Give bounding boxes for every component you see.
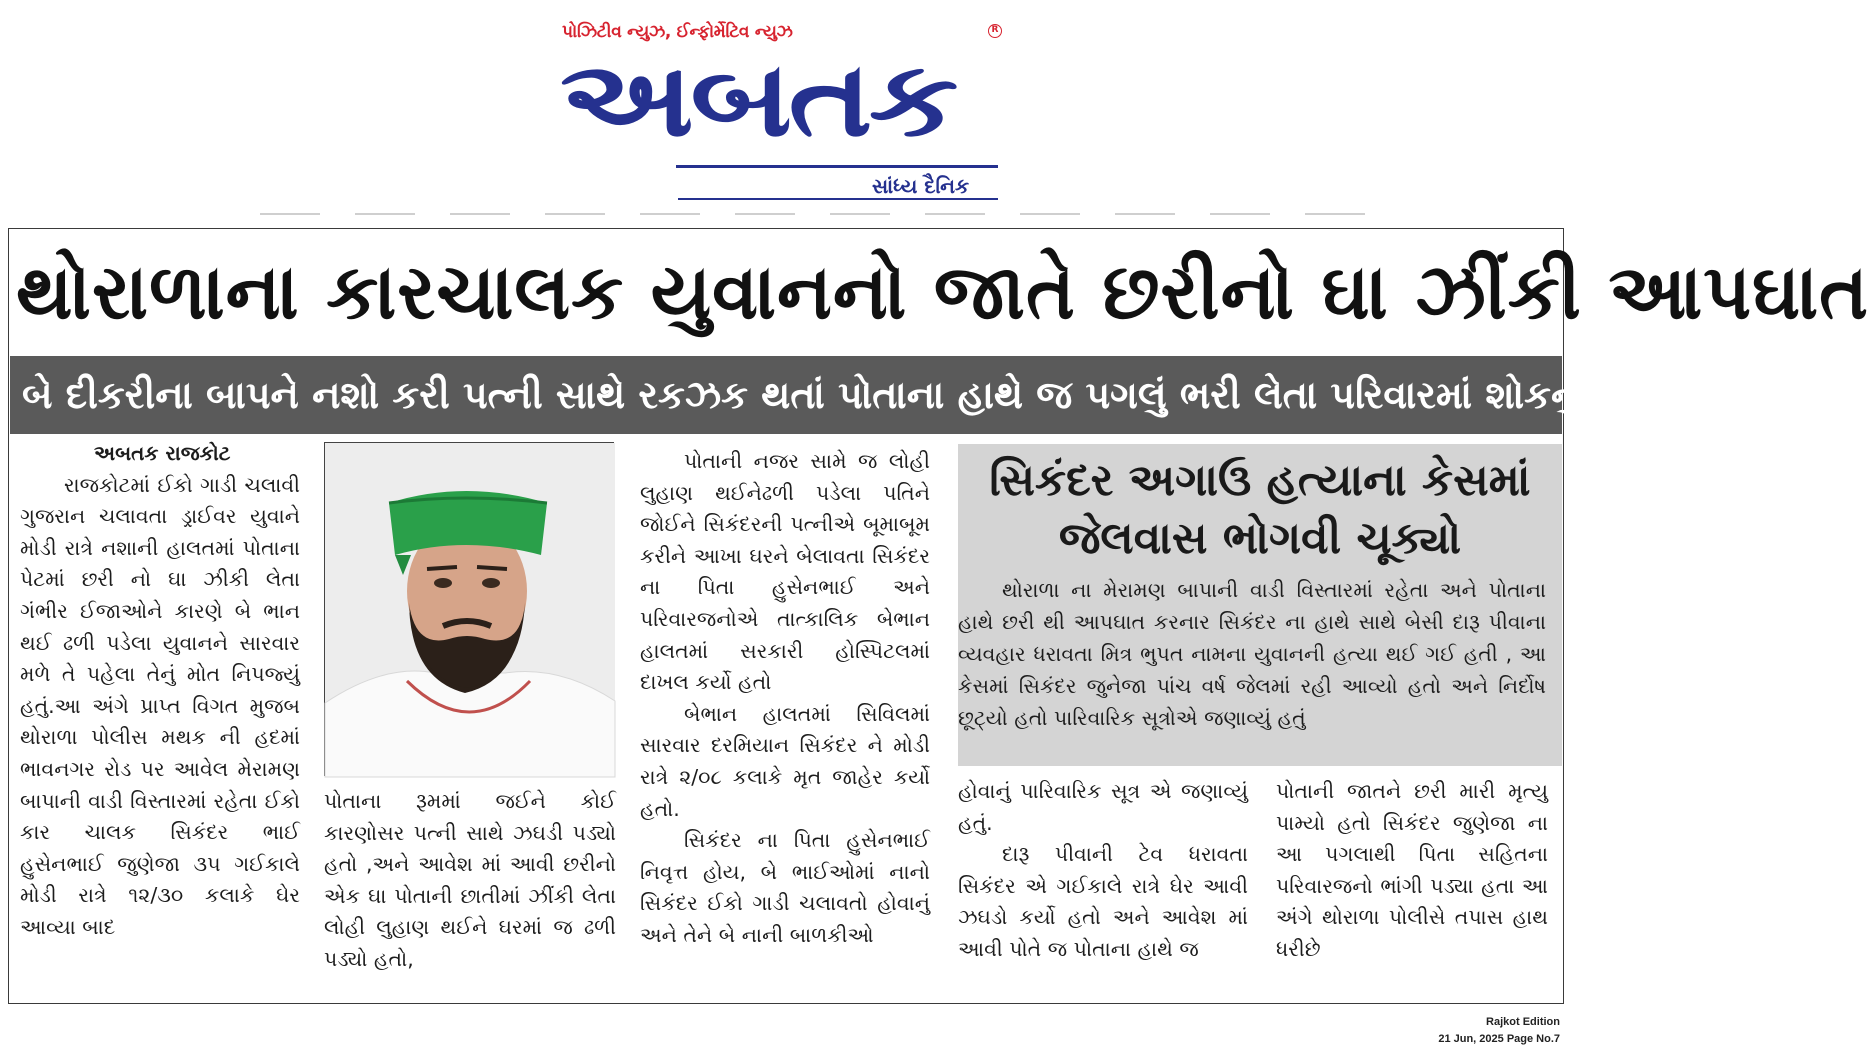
article-column-6	[1276, 776, 1548, 966]
article-deck: બે દીકરીના બાપને નશો કરી પત્ની સાથે રકઝક થતાં પોતાના હાથે જ પગલું ભરી લેતા પરિવારમાં શોકનું મોજુ ફેલાયું	[10, 356, 1562, 434]
sidebar-title-line-1: સિકંદર અગાઉ હત્યાના કેસમાં	[989, 455, 1531, 506]
newspaper-logo: અબતક	[560, 38, 955, 160]
article-column-3	[640, 446, 930, 952]
article-headline: થોરાળાના કારચાલક યુવાનનો જાતે છરીનો ઘા ઝીંકી આપઘાત	[16, 247, 1869, 336]
edition-name: Rajkot Edition	[1486, 1016, 1560, 1028]
column-5-paragraph-1: હોવાનું પારિવારિક સૂત્ર એ જણાવ્યું હતું.	[958, 779, 1248, 835]
column-3-paragraph-1: પોતાની નજર સામે જ લોહી લુહાણ થઈનેઢળી પડેલા પતિને જોઈને સિકંદરની પત્નીએ બૂમાબૂમ કરીને આખા ઘરને બેલાવતા સિકંદર ના પિતા હુસેનભાઈ અને પરિવારજનોએ તાત્કાલિક બેભાન હાલતમાં સરકારી હોસ્પિટલમાં દાખલ કર્યો હતો	[640, 449, 930, 695]
portrait-illustration	[325, 443, 615, 777]
registered-mark: R	[988, 24, 1002, 38]
bleed-through-line	[260, 213, 1400, 215]
edition-date-page: 21 Jun, 2025 Page No.7	[1438, 1033, 1560, 1045]
article-column-1	[20, 438, 300, 944]
column-3-paragraph-3: સિકંદર ના પિતા હુસેનભાઈ નિવૃત્ત હોય, બે ભાઈઓમાં નાનો સિકંદર ઈકો ગાડી ચલાવતો હોવાનું અને તેને બે નાની બાળકીઓ	[640, 828, 930, 947]
article-byline: અબતક રાજકોટ	[94, 441, 231, 465]
portrait-photo	[324, 442, 614, 776]
column-3-paragraph-2: બેભાન હાલતમાં સિવિલમાં સારવાર દરમિયાન સિકંદર ને મોડી રાત્રે ૨/૦૮ કલાકે મૃત જાહેર કર્યો હતો.	[640, 701, 930, 821]
masthead-tagline: પોઝિટીવ ન્યુઝ, ઈન્ફોર્મેટિવ ન્યુઝ	[562, 22, 793, 42]
logo-underline	[676, 165, 998, 168]
column-1-text: રાજકોટમાં ઈકો ગાડી ચલાવી ગુજરાન ચલાવતા ડ્રાઈવર યુવાને મોડી રાત્રે નશાની હાલતમાં પોતાના પેટમાં છરી નો ઘા ઝીકી લેતા ગંભીર ઈજાઓને કારણે બે ભાન થઈ ઢળી પડેલા યુવાનને સારવાર મળે તે પહેલા તેનું મોત નિપજ્યું હતું.આ અંગે પ્રાપ્ત વિગત મુજબ થોરાળા પોલીસ મથક ની હદમાં ભાવનગર રોડ પર આવેલ મેરામણ બાપાની વાડી વિસ્તારમાં રહેતા ઈકો કાર ચાલક સિકંદર ભાઈ હુસેનભાઈ જુણેજા ૩૫ ગઈકાલે મોડી રાત્રે ૧૨/૩૦ કલાકે ઘેર આવ્યા બાદ	[20, 472, 300, 939]
article-column-5	[958, 776, 1248, 966]
column-2-text: પોતાના રૂમમાં જઈને કોઈ કારણોસર પત્ની સાથે ઝઘડી પડ્યો હતો ,અને આવેશ માં આવી છરીનો એક ઘા પોતાની છાતીમાં ઝીંકી લેતા લોહી લુહાણ થઈને ઘરમાં જ ઢળી પડ્યો હતો,	[324, 789, 616, 971]
subtitle-underline	[678, 198, 998, 200]
article-column-2	[324, 786, 616, 976]
sidebar-box-title	[958, 452, 1562, 568]
sidebar-title-line-2: જેલવાસ ભોગવી ચૂક્યો	[1058, 513, 1462, 564]
column-5-paragraph-2: દારૂ પીવાની ટેવ ધરાવતા સિકંદર એ ગઈકાલે રાત્રે ઘેર આવી ઝઘડો કર્યો હતો અને આવેશ માં આવી પોતે જ પોતાના હાથે જ	[958, 842, 1248, 961]
column-6-text: પોતાની જાતને છરી મારી મૃત્યુ પામ્યો હતો સિકંદર જુણેજા ના આ પગલાથી પિતા સહિતના પરિવારજનો ભાંગી પડ્યા હતા આ અંગે થોરાળા પોલીસે તપાસ હાથ ધરીછે	[1276, 779, 1548, 961]
masthead	[560, 14, 1010, 210]
sidebar-box-text	[958, 574, 1546, 734]
edition-info	[1438, 1014, 1560, 1048]
masthead-subtitle: સાંધ્ય દૈનિક	[872, 174, 970, 198]
sidebar-box-paragraph: થોરાળા ના મેરામણ બાપાની વાડી વિસ્તારમાં રહેતા અને પોતાના હાથે છરી થી આપઘાત કરનાર સિકંદર ના હાથે સાથે બેસી દારૂ પીવાના વ્યવહાર ધરાવતા મિત્ર ભુપત નામના યુવાનની હત્યા થઈ ગઈ હતી , આ કેસમાં સિકંદર જુનેજા પાંચ વર્ષ જેલમાં રહી આવ્યો હતો અને નિર્દોષ છૂટ્યો હતો પારિવારિક સૂત્રોએ જણાવ્યું હતું	[958, 578, 1546, 730]
